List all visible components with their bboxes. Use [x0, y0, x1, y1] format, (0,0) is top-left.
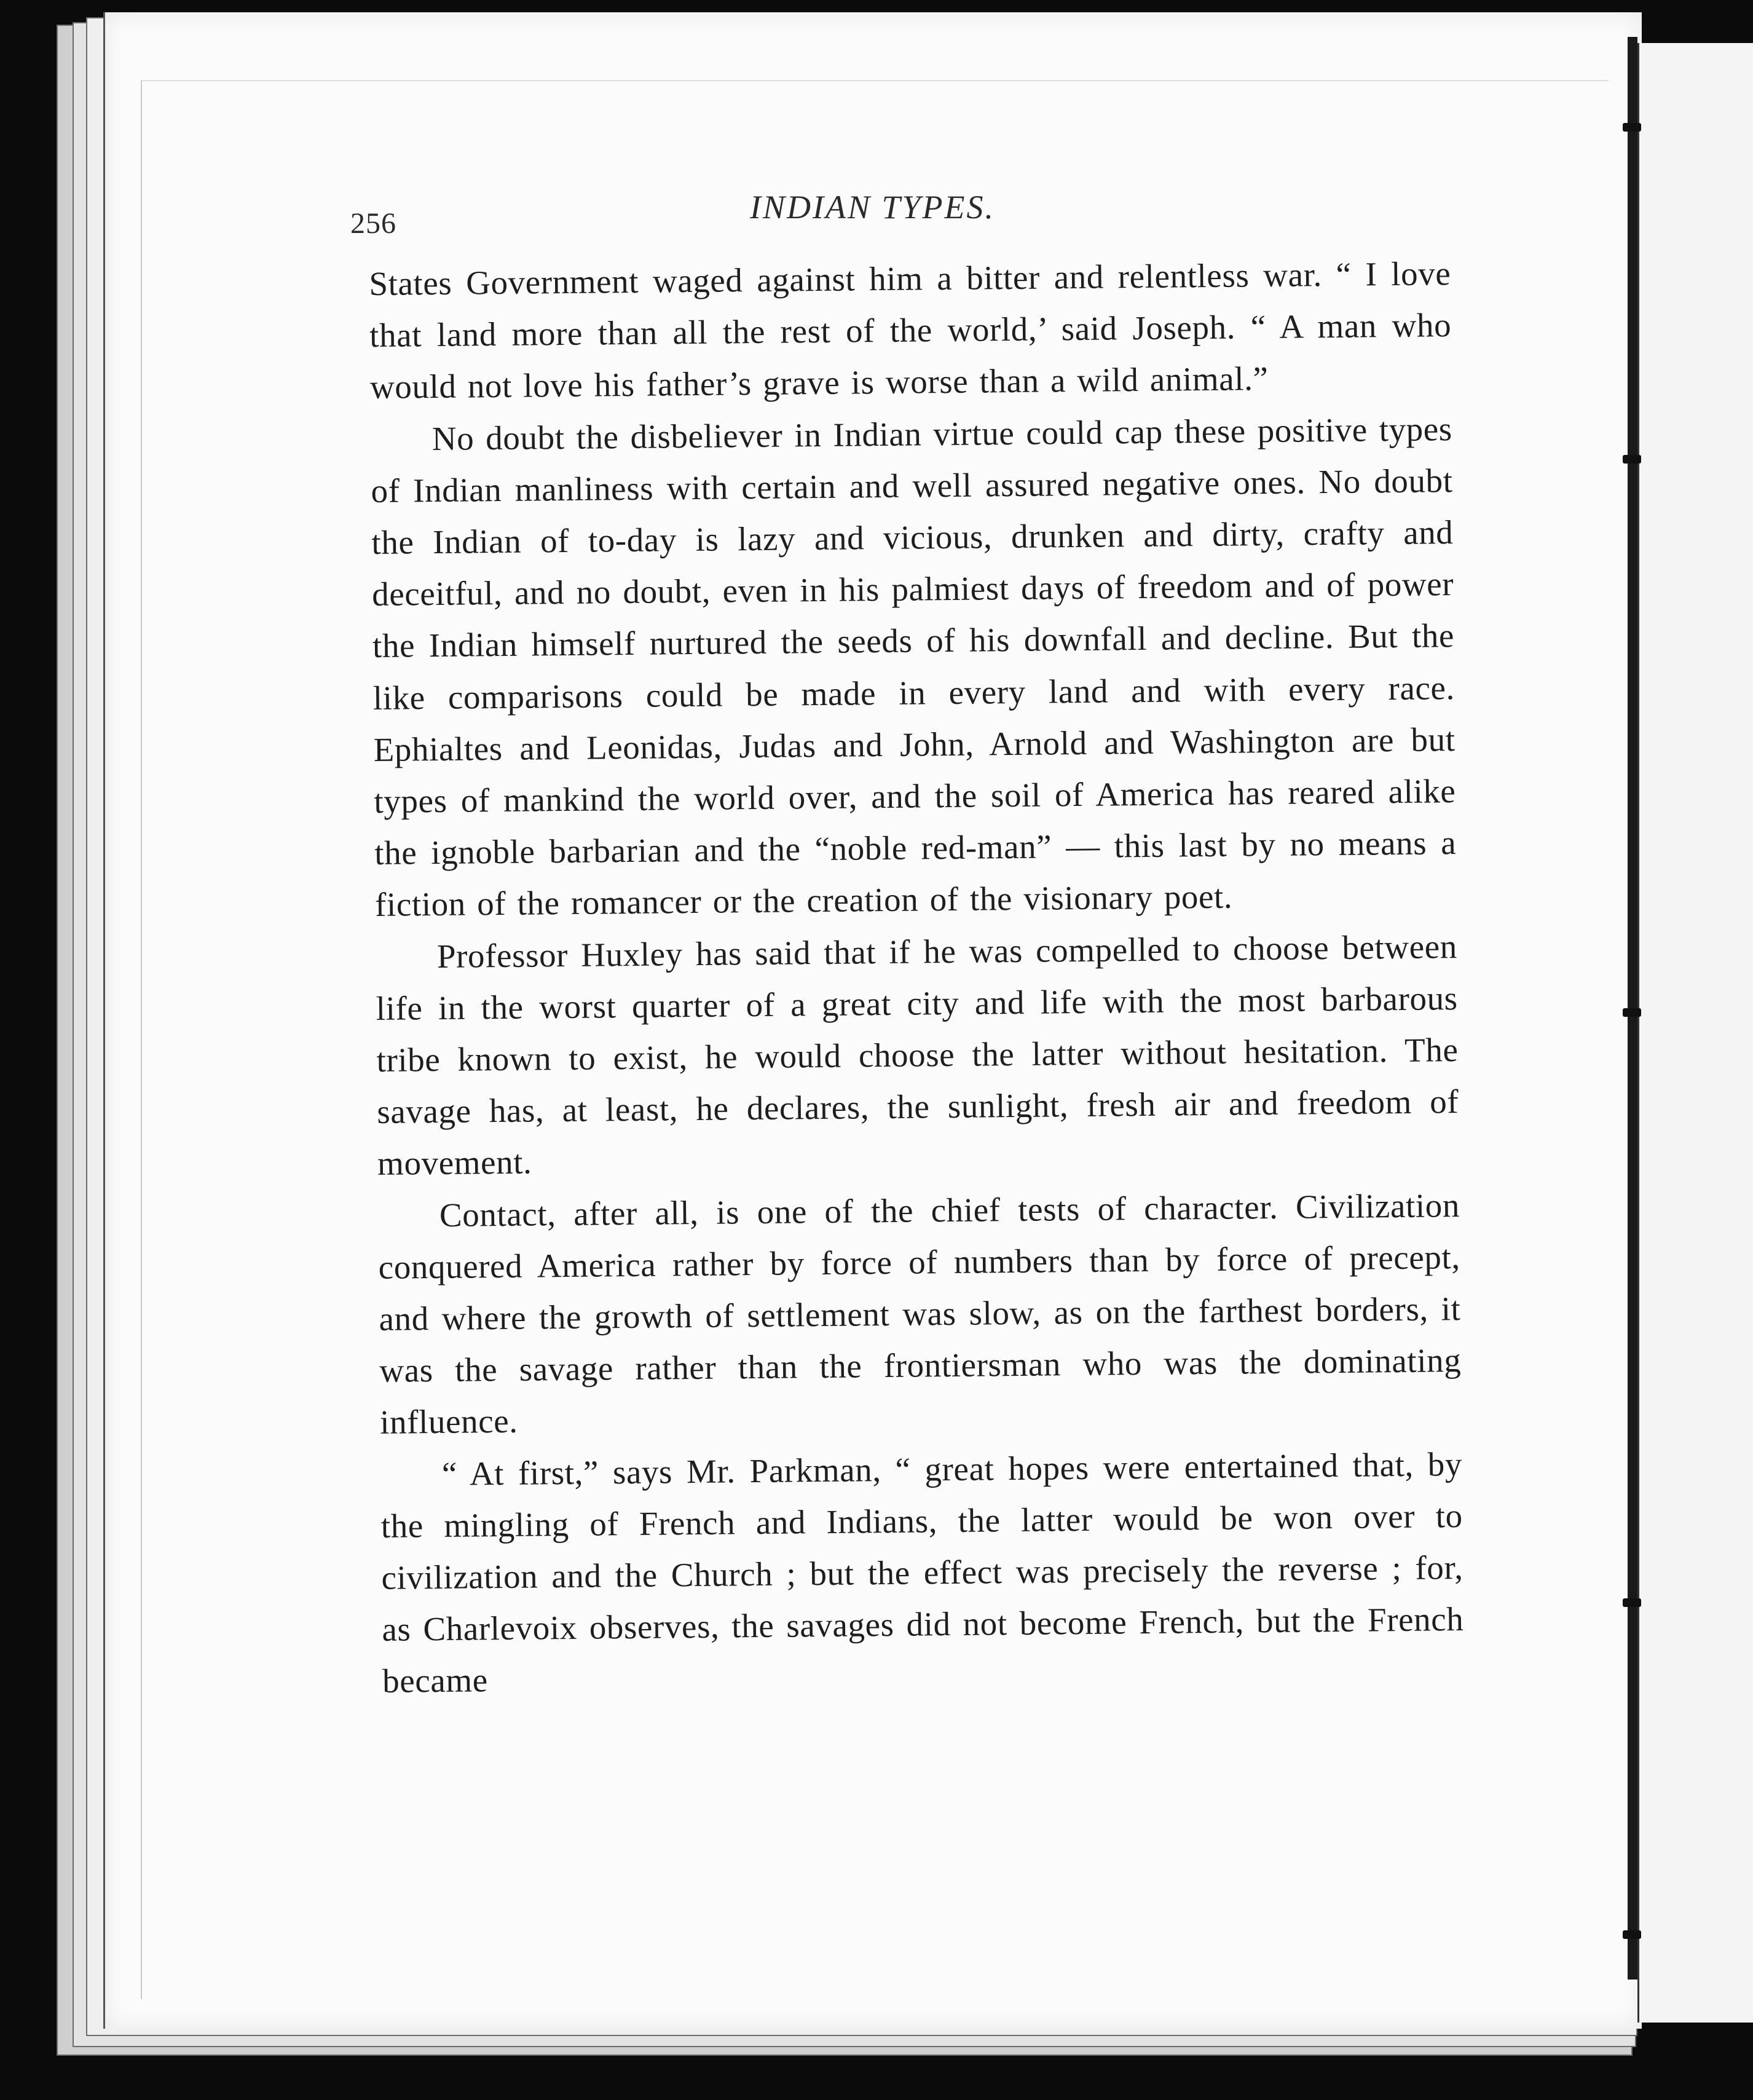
- binding-stitch: [1623, 1598, 1641, 1607]
- binding-stitch: [1623, 1008, 1641, 1017]
- body-text: [369, 248, 1465, 1707]
- binding-stitch: [1623, 1930, 1641, 1939]
- running-head: INDIAN TYPES.: [750, 189, 996, 226]
- paragraph: No doubt the disbeliever in Indian virtue could cap these positive types of Indian manliness with certain and well assured negative ones. No doubt the Indian of to-day is lazy and vicious, drunken and dirty, crafty and deceitful, and no doubt, even in his palmiest days of freedom and of power the Indian himself nurtured the seeds of his downfall and decline. But the like comparisons could be made in every land and with every race. Ephialtes and Leonidas, Judas and John, Arnold and Washington are but types of mankind the world over, and the soil of America has reared alike the ignoble barbarian and the “noble red-man” — this last by no means a fiction of the romancer or the creation of the visionary poet.: [371, 409, 1457, 924]
- paragraph: Contact, after all, is one of the chief tests of character. Civilization conquered America rather by force of numbers than by force of precept, and where the growth of settlement was slow, as on the farthest borders, it was the savage rather than the frontiersman who was the dominating influence.: [378, 1186, 1462, 1442]
- page-header: [350, 184, 1518, 240]
- facing-page-sliver: [1637, 43, 1753, 2023]
- page-number: 256: [350, 207, 396, 240]
- paragraph: Professor Huxley has said that if he was compelled to choose between life in the worst quarter of a great city and life with the most barbarous tribe known to exist, he would choose the latter without hesitation. The savage has, at least, he declares, the sunlight, fresh air and freedom of movement.: [376, 927, 1459, 1183]
- binding-stitch: [1623, 455, 1641, 464]
- paragraph: States Government waged against him a bitter and relentless war. “ I love that land more than all the rest of the world,’ said Joseph. “ A man who would not love his father’s grave is worse than a wild animal.”: [369, 255, 1452, 406]
- binding-stitch: [1623, 123, 1641, 132]
- paragraph: “ At first,” says Mr. Parkman, “ great hopes were entertained that, by the mingling of French and Indians, the latter would be won over to civilization and the Church ; but the effect was precisely the reverse ; for, as Charlevoix observes, the savages did not become French, but the French became: [380, 1445, 1464, 1700]
